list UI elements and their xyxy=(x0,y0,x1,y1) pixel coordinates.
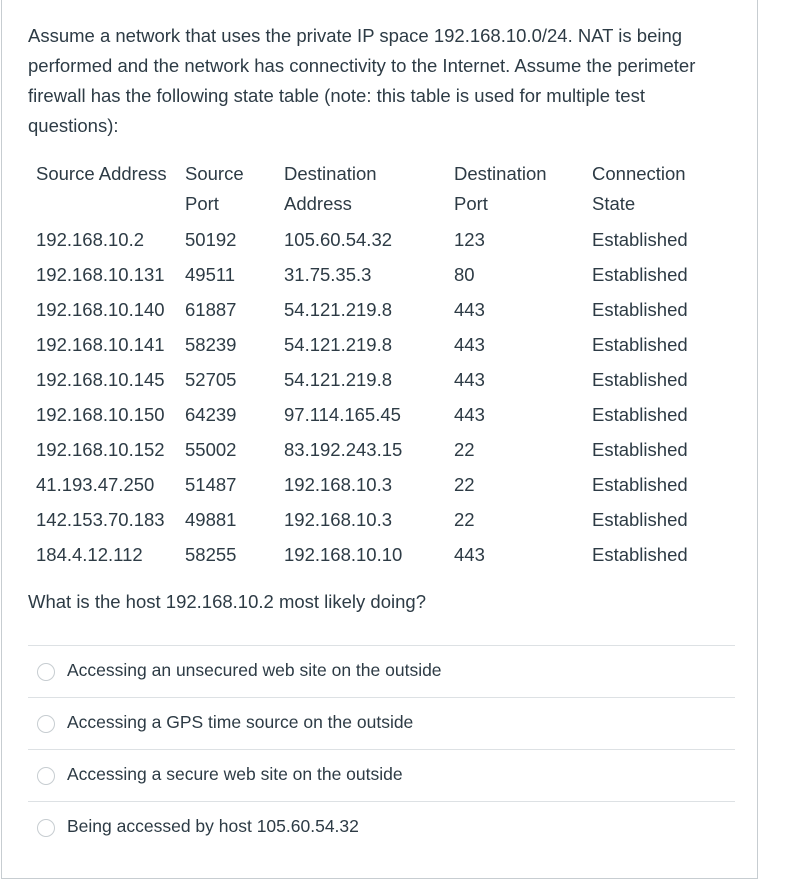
cell-destination-port: 22 xyxy=(454,509,475,530)
table-row xyxy=(28,292,732,327)
header-line: Port xyxy=(185,193,219,214)
answer-option-4[interactable] xyxy=(28,801,735,853)
cell-destination-address: 54.121.219.8 xyxy=(284,299,393,320)
cell-destination-address: 31.75.35.3 xyxy=(284,264,372,285)
cell-source-address: 192.168.10.2 xyxy=(36,229,145,250)
cell-connection-state: Established xyxy=(592,439,688,460)
answer-option-1[interactable] xyxy=(28,645,735,697)
cell-destination-address: 97.114.165.45 xyxy=(284,404,401,425)
cell-source-port: 49511 xyxy=(185,264,236,285)
table-header-row xyxy=(28,156,732,222)
cell-connection-state: Established xyxy=(592,474,688,495)
cell-source-address: 192.168.10.131 xyxy=(36,264,165,285)
cell-destination-port: 443 xyxy=(454,299,485,320)
answer-option-2[interactable] xyxy=(28,697,735,749)
header-source-port xyxy=(177,156,276,222)
cell-connection-state: Established xyxy=(592,334,688,355)
cell-source-address: 192.168.10.150 xyxy=(36,404,165,425)
cell-connection-state: Established xyxy=(592,299,688,320)
cell-destination-address: 54.121.219.8 xyxy=(284,369,393,390)
cell-connection-state: Established xyxy=(592,264,688,285)
cell-source-address: 192.168.10.145 xyxy=(36,369,165,390)
table-row xyxy=(28,502,732,537)
cell-destination-address: 54.121.219.8 xyxy=(284,334,393,355)
header-destination-port xyxy=(446,156,584,222)
header-line: Address xyxy=(284,193,352,214)
header-line: Connection xyxy=(592,163,686,184)
cell-destination-port: 22 xyxy=(454,474,475,495)
firewall-state-table xyxy=(28,156,732,572)
table-row xyxy=(28,467,732,502)
header-line: Source Address xyxy=(36,163,167,184)
radio-button-icon[interactable] xyxy=(37,767,55,785)
header-connection-state xyxy=(584,156,732,222)
answer-label[interactable]: Accessing an unsecured web site on the outside xyxy=(67,660,442,680)
cell-connection-state: Established xyxy=(592,229,688,250)
cell-destination-port: 443 xyxy=(454,334,485,355)
cell-connection-state: Established xyxy=(592,509,688,530)
header-line: Source xyxy=(185,163,244,184)
cell-destination-port: 443 xyxy=(454,404,485,425)
answer-label[interactable]: Accessing a GPS time source on the outside xyxy=(67,712,414,732)
header-destination-address xyxy=(276,156,446,222)
radio-button-icon[interactable] xyxy=(37,819,55,837)
cell-destination-address: 192.168.10.3 xyxy=(284,474,393,495)
cell-source-address: 41.193.47.250 xyxy=(36,474,155,495)
table-row xyxy=(28,397,732,432)
cell-destination-port: 22 xyxy=(454,439,475,460)
cell-source-port: 52705 xyxy=(185,369,237,390)
cell-destination-address: 192.168.10.3 xyxy=(284,509,393,530)
radio-button-icon[interactable] xyxy=(37,663,55,681)
header-line: State xyxy=(592,193,636,214)
cell-source-port: 61887 xyxy=(185,299,237,320)
answer-label[interactable]: Accessing a secure web site on the outside xyxy=(67,764,403,784)
cell-destination-port: 123 xyxy=(454,229,485,250)
header-line: Destination xyxy=(284,163,377,184)
cell-source-port: 55002 xyxy=(185,439,237,460)
answer-label[interactable]: Being accessed by host 105.60.54.32 xyxy=(67,816,359,836)
table-row xyxy=(28,222,732,257)
table-row xyxy=(28,432,732,467)
cell-destination-address: 83.192.243.15 xyxy=(284,439,403,460)
quiz-question-card xyxy=(1,0,758,879)
answer-list xyxy=(28,645,735,853)
cell-source-address: 184.4.12.112 xyxy=(36,544,143,565)
cell-destination-address: 192.168.10.10 xyxy=(284,544,403,565)
table-row xyxy=(28,537,732,572)
cell-connection-state: Established xyxy=(592,544,688,565)
header-line: Destination xyxy=(454,163,547,184)
table-row xyxy=(28,257,732,292)
cell-destination-address: 105.60.54.32 xyxy=(284,229,393,250)
header-source-address xyxy=(28,156,177,222)
cell-destination-port: 80 xyxy=(454,264,475,285)
question-intro-text: Assume a network that uses the private IP space 192.168.10.0/24. NAT is being performed and the network has connectivity to the Internet. Assume the perimeter firewall has the following state table (note: this table is used for multiple test questions): xyxy=(28,25,696,136)
cell-destination-port: 443 xyxy=(454,369,485,390)
cell-source-address: 142.153.70.183 xyxy=(36,509,165,530)
table-row xyxy=(28,327,732,362)
cell-source-port: 50192 xyxy=(185,229,237,250)
table-row xyxy=(28,362,732,397)
question-text: What is the host 192.168.10.2 most likely doing? xyxy=(28,591,426,612)
radio-button-icon[interactable] xyxy=(37,715,55,733)
answer-option-3[interactable] xyxy=(28,749,735,801)
cell-source-port: 58255 xyxy=(185,544,237,565)
cell-source-port: 58239 xyxy=(185,334,237,355)
cell-connection-state: Established xyxy=(592,404,688,425)
cell-source-port: 49881 xyxy=(185,509,237,530)
header-line: Port xyxy=(454,193,488,214)
cell-source-address: 192.168.10.152 xyxy=(36,439,165,460)
cell-destination-port: 443 xyxy=(454,544,485,565)
cell-source-address: 192.168.10.141 xyxy=(36,334,165,355)
cell-connection-state: Established xyxy=(592,369,688,390)
cell-source-port: 64239 xyxy=(185,404,237,425)
cell-source-port: 51487 xyxy=(185,474,237,495)
cell-source-address: 192.168.10.140 xyxy=(36,299,165,320)
